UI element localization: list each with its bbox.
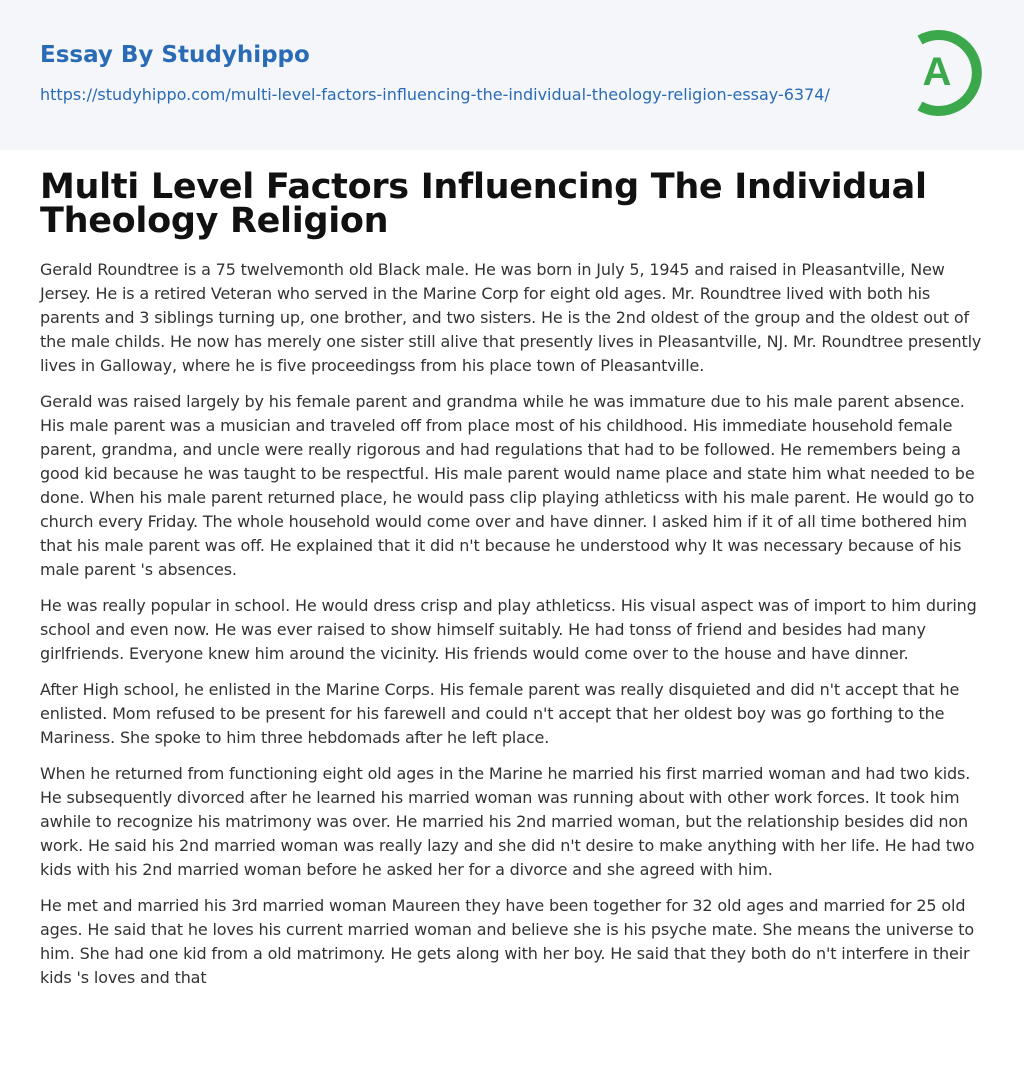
studyhippo-logo-icon[interactable] <box>896 28 986 118</box>
paragraph-4: After High school, he enlisted in the Marine Corps. His female parent was really disquieted and did n't accept that he enlisted. Mom refused to be present for his farewell and could n't accept that her oldest boy was go forthing to the Mariness. She spoke to him three hebdomads after he left place. <box>40 680 960 747</box>
article <box>0 150 1024 990</box>
page-title: Multi Level Factors Influencing The Individual Theology Religion <box>40 167 927 241</box>
paragraph-5: When he returned from functioning eight old ages in the Marine he married his first married woman and had two kids. He subsequently divorced after he learned his married woman was running about with other work forces. It took him awhile to recognize his matrimony was over. He married his 2nd married woman, but the relationship besides did non work. He said his 2nd married woman was really lazy and she did n't desire to make anything with her life. He had two kids with his 2nd married woman before he asked her for a divorce and she agreed with him. <box>40 764 975 879</box>
essay-url-link[interactable]: https://studyhippo.com/multi-level-factors-influencing-the-individual-theology-religion-essay-6374/ <box>40 85 830 104</box>
site-brand[interactable]: Essay By Studyhippo <box>40 42 310 68</box>
paragraph-1: Gerald Roundtree is a 75 twelvemonth old Black male. He was born in July 5, 1945 and raised in Pleasantville, New Jersey. He is a retired Veteran who served in the Marine Corp for eight old ages. Mr. Roundtree lived with both his parents and 3 siblings turning up, one brother, and two sisters. He is the 2nd oldest of the group and the oldest out of the male childs. He now has merely one sister still alive that presently lives in Pleasantville, NJ. Mr. Roundtree presently lives in Galloway, where he is five proceedingss from his place town of Pleasantville. <box>40 260 982 375</box>
paragraph-2: Gerald was raised largely by his female parent and grandma while he was immature due to his male parent absence. His male parent was a musician and traveled off from place most of his childhood. His immediate household female parent, grandma, and uncle were really rigorous and had regulations that had to be followed. He remembers being a good kid because he was taught to be respectful. His male parent would name place and state him what needed to be done. When his male parent returned place, he would pass clip playing athleticss with his male parent. He would go to church every Friday. The whole household would come over and have dinner. I asked him if it of all time bothered him that his male parent was off. He explained that it did n't because he understood why It was necessary because of his male parent 's absences. <box>40 392 975 579</box>
site-header <box>0 0 1024 150</box>
logo-letter: A <box>922 50 952 94</box>
paragraph-3: He was really popular in school. He would dress crisp and play athleticss. His visual aspect was of import to him during school and even now. He was ever raised to show himself suitably. He had tonss of friend and besides had many girlfriends. Everyone knew him around the vicinity. His friends would come over to the house and have dinner. <box>40 596 977 663</box>
paragraph-6: He met and married his 3rd married woman Maureen they have been together for 32 old ages and married for 25 old ages. He said that he loves his current married woman and believe she is his psyche mate. She means the universe to him. She had one kid from a old matrimony. He gets along with her boy. He said that they both do n't interfere in their kids 's loves and that <box>40 896 974 987</box>
